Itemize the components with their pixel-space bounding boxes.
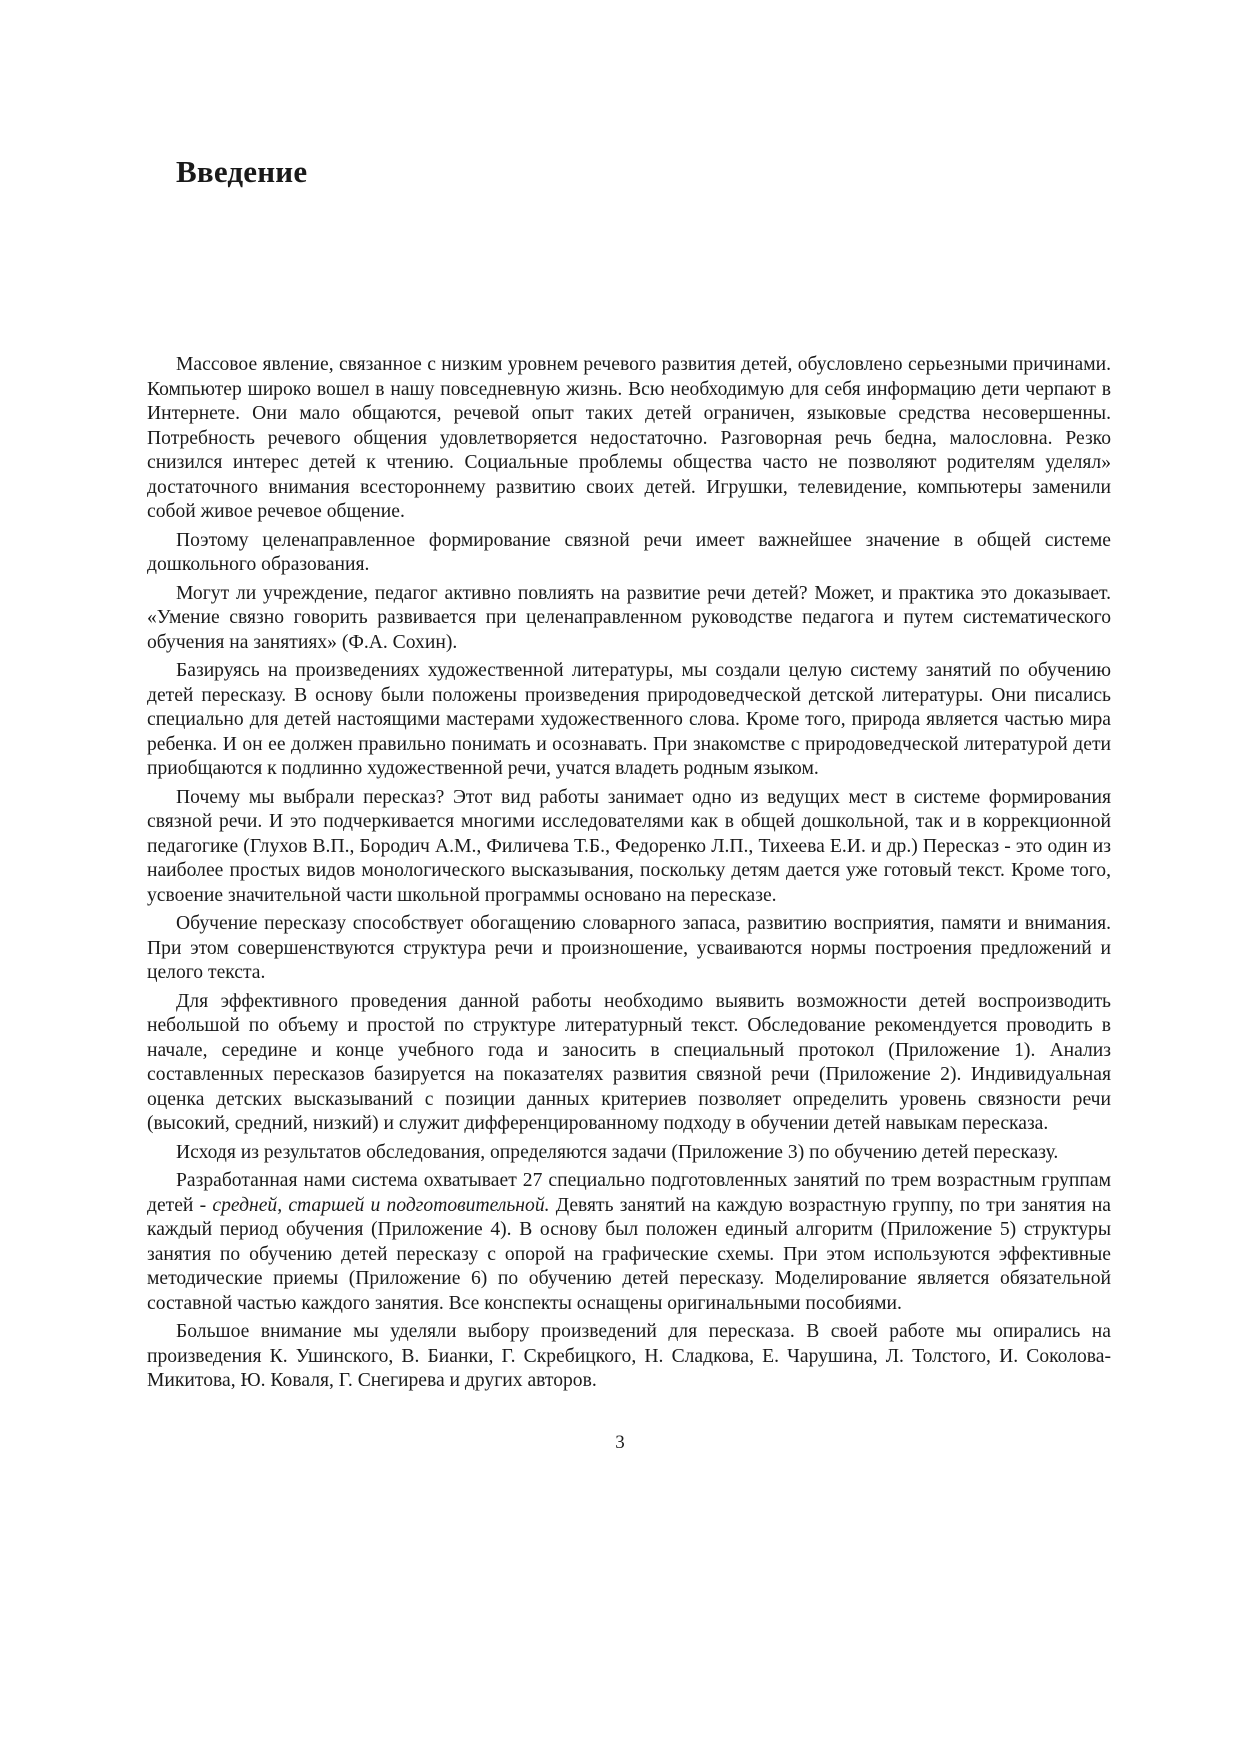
page-title: Введение: [176, 154, 308, 189]
paragraph-9-text-before: Разработанная нами система охватывает 27 специально подготовленных занятий по трем возрастным группам детей -: [147, 1170, 1111, 1216]
paragraph-9-emphasis: средней, старшей и подготовительной.: [212, 1194, 550, 1216]
paragraph-7: Для эффективного проведения данной работы необходимо выявить возможности детей воспроизводить небольшой по объему и простой по структуре литературный текст. Обследование рекомендуется проводить в начале, середине и конце учебного года и заносить в специальный протокол (Приложение 1). Анализ составленных пересказов базируется на показателях развития связной речи (Приложение 2). Индивидуальная оценка детских высказываний с позиции данных критериев позволяет определить уровень связности речи (высокий, средний, низкий) и служит дифференцированному подходу в обучении детей навыкам пересказа.: [147, 990, 1111, 1134]
paragraph-8: Исходя из результатов обследования, определяются задачи (Приложение 3) по обучению детей пересказу.: [176, 1141, 1059, 1163]
paragraph-9: [147, 1169, 1111, 1316]
body-text: [147, 353, 1111, 1398]
paragraph-6: Обучение пересказу способствует обогащению словарного запаса, развитию восприятия, памяти и внимания. При этом совершенствуются структура речи и произношение, усваиваются нормы построения предложений и целого текста.: [147, 913, 1111, 983]
paragraph-10: Большое внимание мы уделяли выбору произведений для пересказа. В своей работе мы опирались на произведения К. Ушинского, В. Бианки, Г. Скребицкого, Н. Сладкова, Е. Чарушина, Л. Толстого, И. Соколова-Микитова, Ю. Коваля, Г. Снегирева и других авторов.: [147, 1321, 1111, 1391]
paragraph-5: Почему мы выбрали пересказ? Этот вид работы занимает одно из ведущих мест в системе формирования связной речи. И это подчеркивается многими исследователями как в общей дошкольной, так и в коррекционной педагогике (Глухов В.П., Бородич А.М., Филичева Т.Б., Федоренко Л.П., Тихеева Е.И. и др.) Пересказ - это один из наиболее простых видов монологического высказывания, поскольку детям дается уже готовый текст. Кроме того, усвоение значительной части школьной программы основано на пересказе.: [147, 786, 1111, 906]
paragraph-4: Базируясь на произведениях художественной литературы, мы создали целую систему занятий по обучению детей пересказу. В основу были положены произведения природоведческой детской литературы. Они писались специально для детей настоящими мастерами художественного слова. Кроме того, природа является частью мира ребенка. И он ее должен правильно понимать и осознавать. При знакомстве с природоведческой литературой дети приобщаются к подлинно художественной речи, учатся владеть родным языком.: [147, 660, 1111, 779]
paragraph-2: Поэтому целенаправленное формирование связной речи имеет важнейшее значение в общей системе дошкольного образования.: [147, 529, 1111, 575]
paragraph-1: Массовое явление, связанное с низким уровнем речевого развития детей, обусловлено серьезными причинами. Компьютер широко вошел в нашу повседневную жизнь. Всю необходимую для себя информацию дети черпают в Интернете. Они мало общаются, речевой опыт таких детей ограничен, языковые средства несовершенны. Потребность речевого общения удовлетворяется недостаточно. Разговорная речь бедна, малословна. Резко снизился интерес детей к чтению. Социальные проблемы общества часто не позволяют родителям уделял» достаточного внимания всестороннему развитию своих детей. Игрушки, телевидение, компьютеры заменили собой живое речевое общение.: [147, 354, 1111, 522]
paragraph-3: Могут ли учреждение, педагог активно повлиять на развитие речи детей? Может, и практика это доказывает. «Умение связно говорить развивается при целенаправленном руководстве педагога и путем систематического обучения на занятиях» (Ф.А. Сохин).: [147, 582, 1111, 653]
page-number: 3: [615, 1432, 625, 1453]
paragraph-9-text-after: Девять занятий на каждую возрастную группу, по три занятия на каждый период обучения (Приложение 4). В основу был положен единый алгоритм (Приложение 5) структуры занятия по обучению детей пересказу с опорой на графические схемы. При этом используются эффективные методические приемы (Приложение 6) по обучению детей пересказу. Моделирование является обязательной составной частью каждого занятия. Все конспекты оснащены оригинальными пособиями.: [147, 1194, 1111, 1314]
